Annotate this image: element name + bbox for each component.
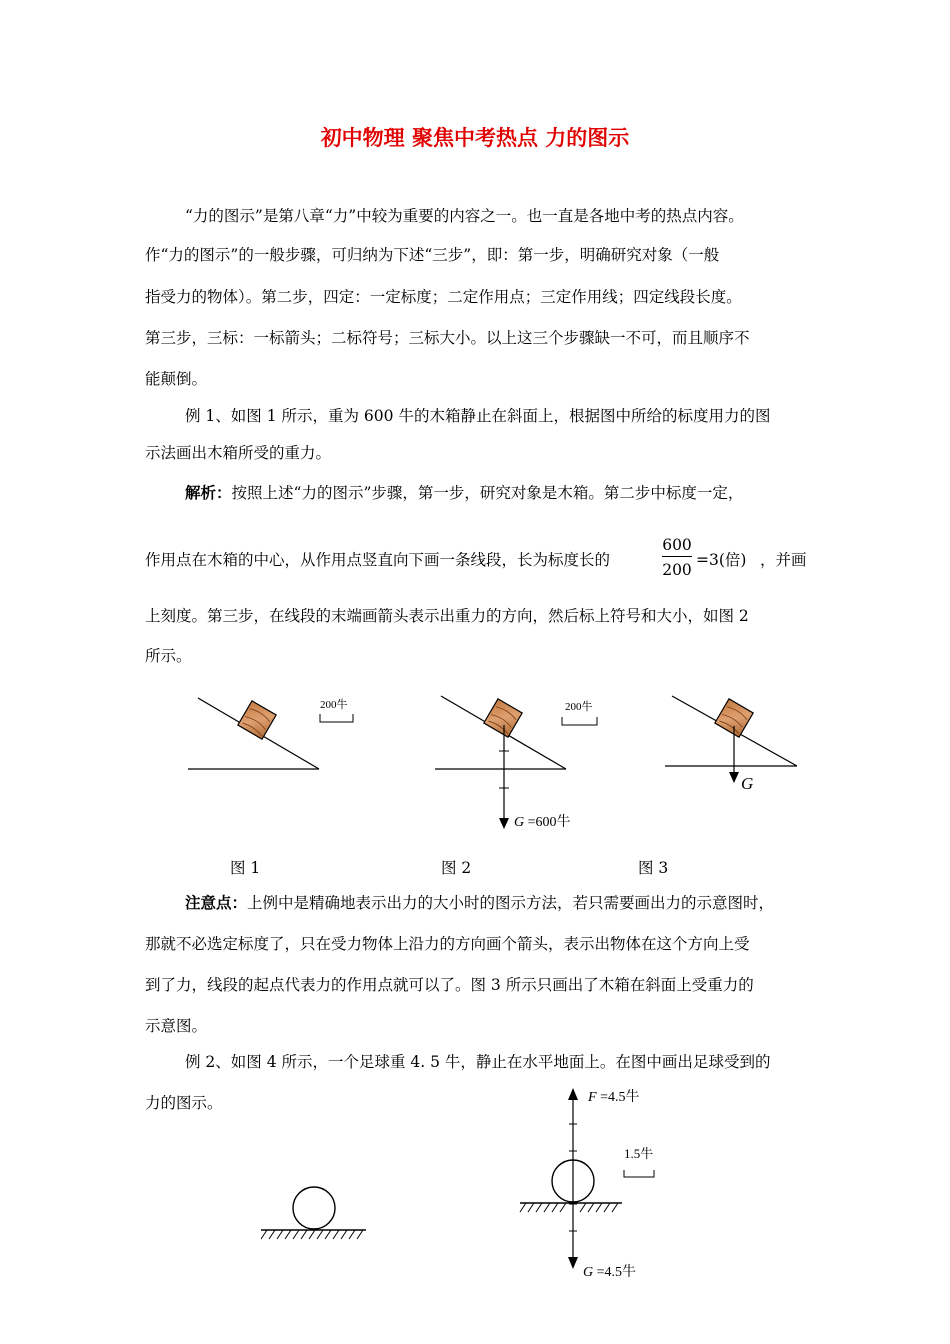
page-title: 初中物理 聚焦中考热点 力的图示: [320, 125, 630, 150]
note-line-1: [145, 891, 855, 913]
figure-4-question: [255, 1180, 370, 1245]
fraction-numerator: 600: [662, 536, 692, 554]
fraction-result: =3(倍): [696, 551, 747, 569]
ball-circle: [293, 1187, 335, 1229]
fig2-scale-label: 200牛: [565, 701, 593, 713]
analysis-line-2-pre: 作用点在木箱的中心，从作用点竖直向下画一条线段，长为标度长的: [145, 551, 611, 569]
scale-bar: [624, 1170, 654, 1177]
note-text-1: 上例中是精确地表示出力的大小时的图示方法，若只需要画出力的示意图时，: [247, 894, 775, 912]
fraction-denominator: 200: [662, 561, 692, 579]
figure-3: [655, 690, 815, 800]
wooden-box: [484, 699, 522, 737]
scale-bar: [320, 714, 353, 722]
note-line-3: 到了力，线段的起点代表力的作用点就可以了。图 3 所示只画出了木箱在斜面上受重力的: [145, 976, 754, 994]
analysis-line-4: 所示。: [145, 647, 192, 665]
figure-4-answer: [510, 1080, 680, 1290]
analysis-line-1: [145, 481, 855, 503]
arrow-head-down: [568, 1257, 578, 1269]
analysis-label: 解析：: [185, 483, 232, 502]
intro-line-3: 指受力的物体）。第二步，四定：一定标度；二定作用点；三定作用线；四定线段长度。: [145, 288, 742, 306]
fraction-bar: [662, 556, 692, 557]
analysis-line-2-post: ，并画: [760, 551, 807, 569]
caption-fig-3: 图 3: [638, 859, 669, 877]
figure-2: [425, 690, 615, 840]
arrow-head-up: [568, 1088, 578, 1100]
wooden-box: [238, 701, 276, 739]
caption-fig-1: 图 1: [230, 859, 261, 877]
fig4-scale-label: 1.5牛: [624, 1146, 654, 1161]
fig1-scale-label: 200牛: [320, 699, 348, 711]
ground-hatch: [261, 1230, 363, 1239]
note-label: 注意点：: [185, 893, 248, 912]
note-line-4: 示意图。: [145, 1017, 208, 1035]
note-line-2: 那就不必选定标度了，只在受力物体上沿力的方向画个箭头，表示出物体在这个方向上受: [145, 935, 750, 953]
arrow-head-down: [729, 772, 739, 783]
scale-bar: [562, 717, 597, 725]
intro-line-4: 第三步，三标：一标箭头；二标符号；三标大小。以上这三个步骤缺一不可，而且顺序不: [145, 329, 750, 347]
example1-line-1: 例 1、如图 1 所示，重为 600 牛的木箱静止在斜面上，根据图中所给的标度用力的图: [185, 407, 771, 425]
intro-line-5: 能颠倒。: [145, 370, 208, 388]
fig4-gravity-label: G =4.5牛: [583, 1265, 637, 1280]
example1-line-2: 示法画出木箱所受的重力。: [145, 444, 332, 462]
intro-line-2: 作“力的图示”的一般步骤，可归纳为下述“三步”，即：第一步，明确研究对象（一般: [145, 246, 720, 264]
figure-1: [180, 690, 380, 780]
fig4-support-label: F =4.5牛: [588, 1090, 640, 1105]
analysis-line-3: 上刻度。第三步，在线段的末端画箭头表示出重力的方向，然后标上符号和大小，如图 2: [145, 607, 749, 625]
fig2-force-label: G =600牛: [514, 815, 571, 830]
example2-line-1: 例 2、如图 4 所示，一个足球重 4. 5 牛，静止在水平地面上。在图中画出足球受到的: [185, 1053, 771, 1071]
fig3-force-symbol: G: [741, 774, 754, 793]
intro-line-1: “力的图示”是第八章“力”中较为重要的内容之一。也一直是各地中考的热点内容。: [185, 207, 744, 225]
caption-fig-2: 图 2: [441, 859, 472, 877]
analysis-text-1: 按照上述“力的图示”步骤，第一步，研究对象是木箱。第二步中标度一定，: [231, 484, 744, 502]
example2-line-2: 力的图示。: [145, 1094, 223, 1112]
arrow-head-down: [499, 818, 509, 829]
